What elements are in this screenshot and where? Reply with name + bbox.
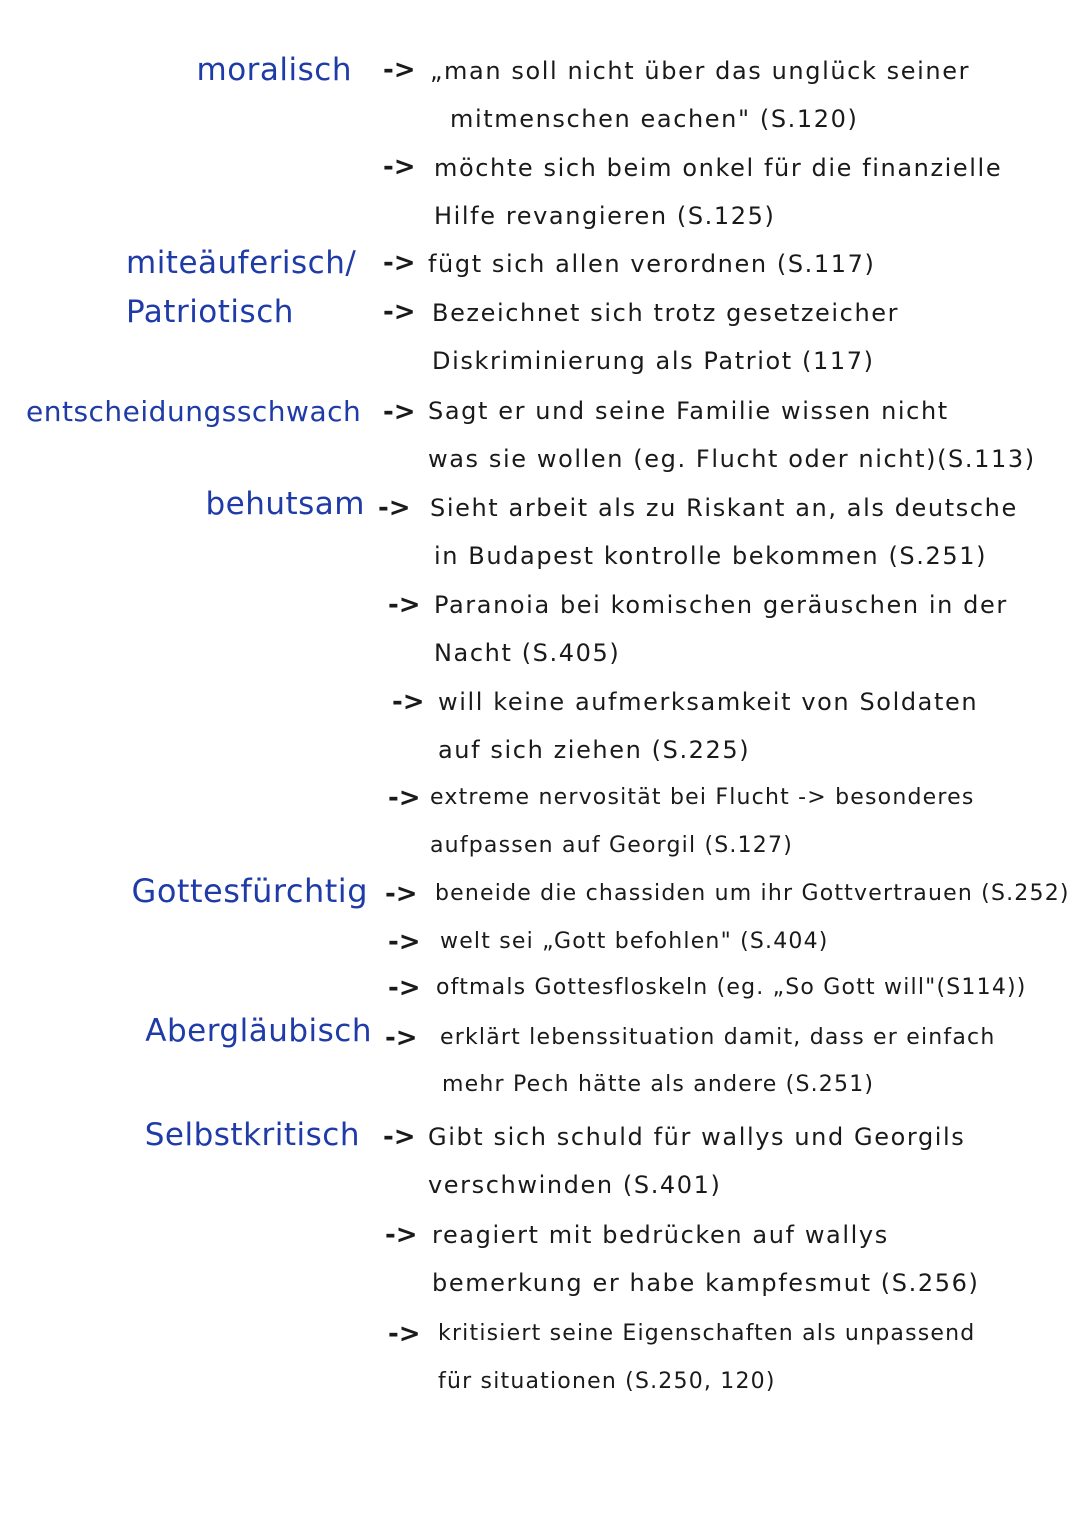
note-line: Gibt sich schuld für wallys und Georgils	[428, 1123, 966, 1151]
note-line: will keine aufmerksamkeit von Soldaten	[438, 688, 979, 716]
arrow-icon: ->	[388, 973, 421, 1003]
note-line: mitmenschen eachen" (S.120)	[450, 105, 859, 133]
note-line: „man soll nicht über das unglück seiner	[430, 57, 971, 85]
trait-mitlaeuferisch: miteäuferisch/	[126, 245, 357, 281]
arrow-icon: ->	[383, 55, 416, 85]
arrow-icon: ->	[383, 152, 416, 182]
note-line: bemerkung er habe kampfesmut (S.256)	[432, 1269, 980, 1297]
trait-patriotisch: Patriotisch	[126, 294, 294, 330]
note-line: für situationen (S.250, 120)	[438, 1369, 776, 1394]
trait-moralisch: moralisch	[196, 52, 352, 88]
trait-entscheidungsschwach: entscheidungsschwach	[26, 395, 362, 428]
note-line: reagiert mit bedrücken auf wallys	[432, 1221, 889, 1249]
arrow-icon: ->	[378, 493, 411, 523]
note-line: fügt sich allen verordnen (S.117)	[428, 250, 876, 278]
note-line: möchte sich beim onkel für die finanzielle	[434, 154, 1003, 182]
arrow-icon: ->	[385, 1023, 418, 1053]
note-line: aufpassen auf Georgil (S.127)	[430, 833, 793, 858]
note-line: welt sei „Gott befohlen" (S.404)	[440, 929, 829, 954]
trait-aberglaeubisch: Abergläubisch	[145, 1013, 372, 1049]
trait-behutsam: behutsam	[205, 486, 365, 522]
note-line: was sie wollen (eg. Flucht oder nicht)(S.113)	[428, 445, 1036, 473]
arrow-icon: ->	[383, 248, 416, 278]
trait-gottesfuerchtig: Gottesfürchtig	[131, 872, 368, 910]
note-line: mehr Pech hätte als andere (S.251)	[442, 1072, 875, 1097]
trait-selbstkritisch: Selbstkritisch	[144, 1117, 360, 1153]
arrow-icon: ->	[383, 1122, 416, 1152]
note-line: Bezeichnet sich trotz gesetzeicher	[432, 299, 900, 327]
arrow-icon: ->	[383, 397, 416, 427]
note-line: oftmals Gottesfloskeln (eg. „So Gott will"(S114))	[436, 975, 1027, 1000]
note-line: Sieht arbeit als zu Riskant an, als deutsche	[430, 494, 1018, 522]
arrow-icon: ->	[388, 1319, 421, 1349]
arrow-icon: ->	[385, 879, 418, 909]
note-line: Diskriminierung als Patriot (117)	[432, 347, 875, 375]
note-line: Sagt er und seine Familie wissen nicht	[428, 397, 949, 425]
note-line: beneide die chassiden um ihr Gottvertrauen (S.252)	[435, 881, 1070, 906]
note-line: erklärt lebenssituation damit, dass er einfach	[440, 1025, 996, 1050]
arrow-icon: ->	[388, 590, 421, 620]
note-line: auf sich ziehen (S.225)	[438, 736, 751, 764]
note-line: Paranoia bei komischen geräuschen in der	[434, 591, 1008, 619]
arrow-icon: ->	[383, 297, 416, 327]
arrow-icon: ->	[388, 927, 421, 957]
note-line: in Budapest kontrolle bekommen (S.251)	[434, 542, 988, 570]
note-line: verschwinden (S.401)	[428, 1171, 722, 1199]
note-line: Nacht (S.405)	[434, 639, 621, 667]
arrow-icon: ->	[392, 687, 425, 717]
note-line: kritisiert seine Eigenschaften als unpassend	[438, 1321, 976, 1346]
note-line: Hilfe revangieren (S.125)	[434, 202, 776, 230]
arrow-icon: ->	[385, 1220, 418, 1250]
arrow-icon: ->	[388, 783, 421, 813]
note-line: extreme nervosität bei Flucht -> besonderes	[430, 785, 975, 810]
